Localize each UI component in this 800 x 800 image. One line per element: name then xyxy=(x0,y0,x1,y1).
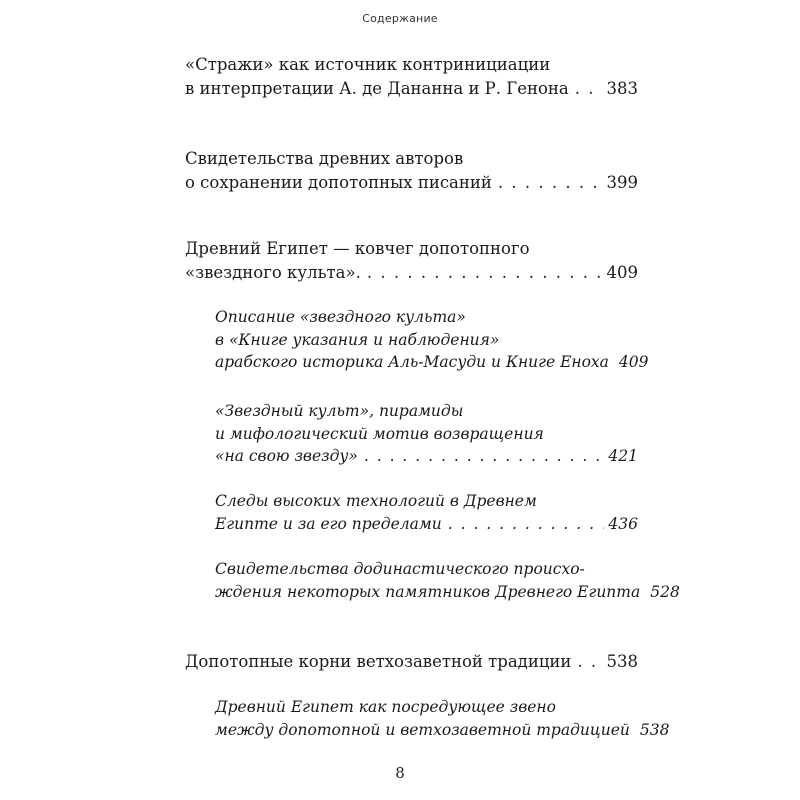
toc-entry-text: и мифологический мотив возвращения xyxy=(215,424,544,443)
toc-subentry-star-cult-description[interactable] xyxy=(215,306,649,374)
toc-entry-line xyxy=(215,445,638,468)
dot-leader xyxy=(448,513,605,536)
toc-entry-text: Свидетельства додинастического происхо- xyxy=(215,560,585,578)
toc-entry-contrinitiation[interactable] xyxy=(185,53,638,101)
toc-entry-line xyxy=(215,696,638,719)
toc-page-number: 538 xyxy=(639,720,670,739)
toc-entry-line xyxy=(215,719,670,742)
toc-page-number: 436 xyxy=(608,514,638,533)
toc-entry-line xyxy=(185,171,638,195)
toc-entry-text: Древний Египет как посредующее звено xyxy=(215,698,556,716)
toc-entry-text: Допотопные корни ветхозаветной традиции xyxy=(185,652,572,671)
toc-entry-line xyxy=(185,77,638,101)
dot-leader xyxy=(367,261,603,285)
toc-page-number: 538 xyxy=(606,652,638,671)
toc-entry-text: Египте и за его пределами xyxy=(215,514,442,533)
toc-page-number: 409 xyxy=(606,263,638,282)
dot-leader xyxy=(364,445,605,468)
toc-entry-line xyxy=(185,53,638,77)
toc-entry-text: ждения некоторых памятников Древнего Египта xyxy=(215,582,641,601)
toc-entry-line xyxy=(185,237,638,261)
toc-page-number: 421 xyxy=(608,447,638,465)
toc-entry-line xyxy=(185,650,638,674)
toc-entry-text: «звездного культа». xyxy=(185,263,361,282)
toc-subentry-high-technologies[interactable] xyxy=(215,490,638,535)
toc-entry-line xyxy=(185,147,638,171)
toc-subentry-predynastic-origin[interactable] xyxy=(215,558,680,603)
toc-entry-text: арабского историка Аль-Масуди и Книге Еноха xyxy=(215,353,609,371)
toc-entry-text: Древний Египет — ковчег допотопного xyxy=(185,239,530,258)
toc-page-number: 383 xyxy=(606,79,638,98)
toc-entry-line xyxy=(215,329,638,352)
toc-entry-line xyxy=(215,306,638,329)
toc-entry-text: Описание «звездного культа» xyxy=(215,308,466,326)
toc-entry-text: в «Книге указания и наблюдения» xyxy=(215,330,500,349)
toc-entry-line xyxy=(215,400,638,423)
toc-entry-line xyxy=(215,558,638,581)
toc-entry-text: Свидетельства древних авторов xyxy=(185,149,464,168)
toc-entry-text: в интерпретации А. де Дананна и Р. Генона xyxy=(185,79,569,98)
toc-entry-line xyxy=(215,351,649,374)
toc-entry-text: «Звездный культ», пирамиды xyxy=(215,402,464,420)
toc-entry-line xyxy=(185,261,638,285)
toc-entry-text: Следы высоких технологий в Древнем xyxy=(215,492,537,510)
toc-entry-text: «Стражи» как источник контринициации xyxy=(185,55,551,74)
running-head: Содержание xyxy=(362,12,438,25)
toc-entry-text: между допотопной и ветхозаветной традицией xyxy=(215,720,630,739)
toc-entry-line xyxy=(215,513,638,536)
toc-page-number: 528 xyxy=(650,582,680,601)
toc-page-number: 409 xyxy=(618,353,649,371)
toc-entry-line xyxy=(215,581,680,604)
toc-entry-text: о сохранении допотопных писаний xyxy=(185,173,492,192)
page-number-folio: 8 xyxy=(395,764,405,782)
toc-entry-ancient-authors[interactable] xyxy=(185,147,638,195)
toc-subentry-egypt-intermediate-link[interactable] xyxy=(215,696,670,741)
toc-entry-antediluvian-roots[interactable] xyxy=(185,650,638,674)
toc-entry-text: «на свою звезду» xyxy=(215,447,358,465)
dot-leader xyxy=(575,77,603,101)
dot-leader xyxy=(577,650,602,674)
toc-page-number: 399 xyxy=(606,173,638,192)
toc-subentry-pyramids[interactable] xyxy=(215,400,638,468)
toc-entry-line xyxy=(215,423,638,446)
toc-entry-ancient-egypt-ark[interactable] xyxy=(185,237,638,285)
dot-leader xyxy=(498,171,603,195)
toc-entry-line xyxy=(215,490,638,513)
